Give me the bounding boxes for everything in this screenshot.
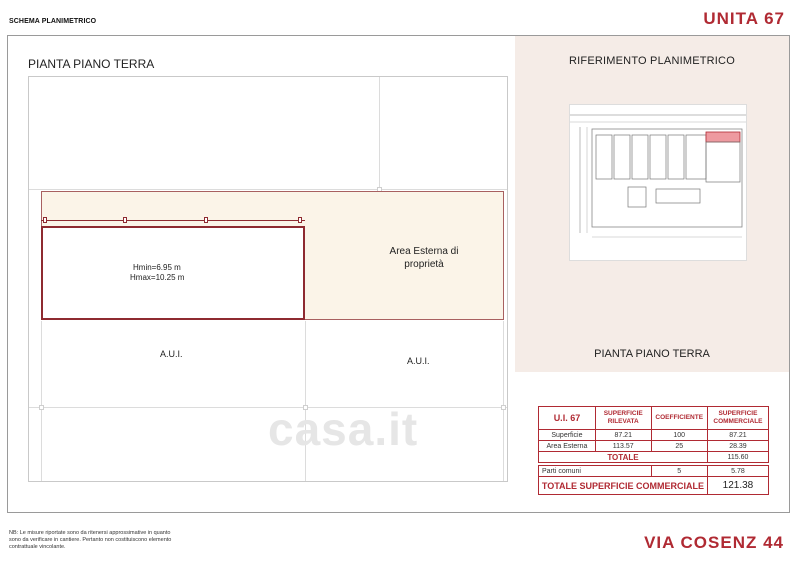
reference-title: RIFERIMENTO PLANIMETRICO (569, 55, 735, 67)
row-coeff: 100 (651, 430, 707, 441)
grid-marker (501, 405, 506, 410)
site-map-drawing (570, 105, 746, 260)
parti-comuni-label: Parti comuni (539, 466, 652, 477)
table-header-rilevata: SUPERFICIE RILEVATA (595, 407, 651, 430)
height-min-label: Hmin=6.95 m (133, 263, 181, 272)
table-header-coefficiente: COEFFICIENTE (651, 407, 707, 430)
row-label: Superficie (539, 430, 596, 441)
grand-total-label: TOTALE SUPERFICIE COMMERCIALE (539, 477, 708, 495)
watermark: casa.it (268, 403, 419, 455)
plan-title: PIANTA PIANO TERRA (28, 57, 155, 71)
grand-total-value: 121.38 (707, 477, 768, 495)
parti-comuni-coeff: 5 (651, 466, 707, 477)
table-grand-total-row (539, 477, 769, 495)
height-max-label: Hmax=10.25 m (130, 273, 185, 282)
aui-label-right: A.U.I. (407, 356, 430, 366)
parti-comuni-commerciale: 5.78 (707, 466, 768, 477)
grid-line (305, 321, 306, 481)
grid-line (379, 77, 380, 189)
reference-site-map (569, 104, 747, 261)
row-label: Area Esterna (539, 441, 596, 452)
unit-wall-line (41, 220, 305, 221)
table-row (539, 441, 769, 452)
grid-line (41, 321, 42, 481)
total-label: TOTALE (539, 452, 708, 463)
unit-title: UNITA 67 (703, 9, 785, 28)
table-row (539, 466, 769, 477)
external-area-label: Area Esterna di proprietà (389, 246, 459, 270)
grid-line (503, 321, 504, 481)
row-commerciale: 28.39 (707, 441, 768, 452)
column-marker (298, 217, 302, 223)
column-marker (123, 217, 127, 223)
row-rilevata: 113.57 (595, 441, 651, 452)
reference-floor-label: PIANTA PIANO TERRA (594, 348, 710, 360)
surface-table (538, 406, 769, 495)
row-rilevata: 87.21 (595, 430, 651, 441)
disclaimer-note: NB: Le misure riportate sono da ritenersi approssimative in quanto sono da verificare in cantiere. Pertanto non costituiscono elemento contrattuale vincolante. (9, 530, 172, 550)
column-marker (204, 217, 208, 223)
table-row (539, 430, 769, 441)
section-label: SCHEMA PLANIMETRICO (9, 18, 97, 25)
column-marker (43, 217, 47, 223)
grid-line (29, 189, 507, 190)
aui-label-left: A.U.I. (160, 349, 183, 359)
table-header-commerciale: SUPERFICIE COMMERCIALE (707, 407, 768, 430)
row-coeff: 25 (651, 441, 707, 452)
table-header-unit: U.I. 67 (539, 407, 596, 430)
grid-marker (39, 405, 44, 410)
row-commerciale: 87.21 (707, 430, 768, 441)
total-value: 115.60 (707, 452, 768, 463)
address-title: VIA COSENZ 44 (644, 533, 784, 552)
table-total-row (539, 452, 769, 463)
